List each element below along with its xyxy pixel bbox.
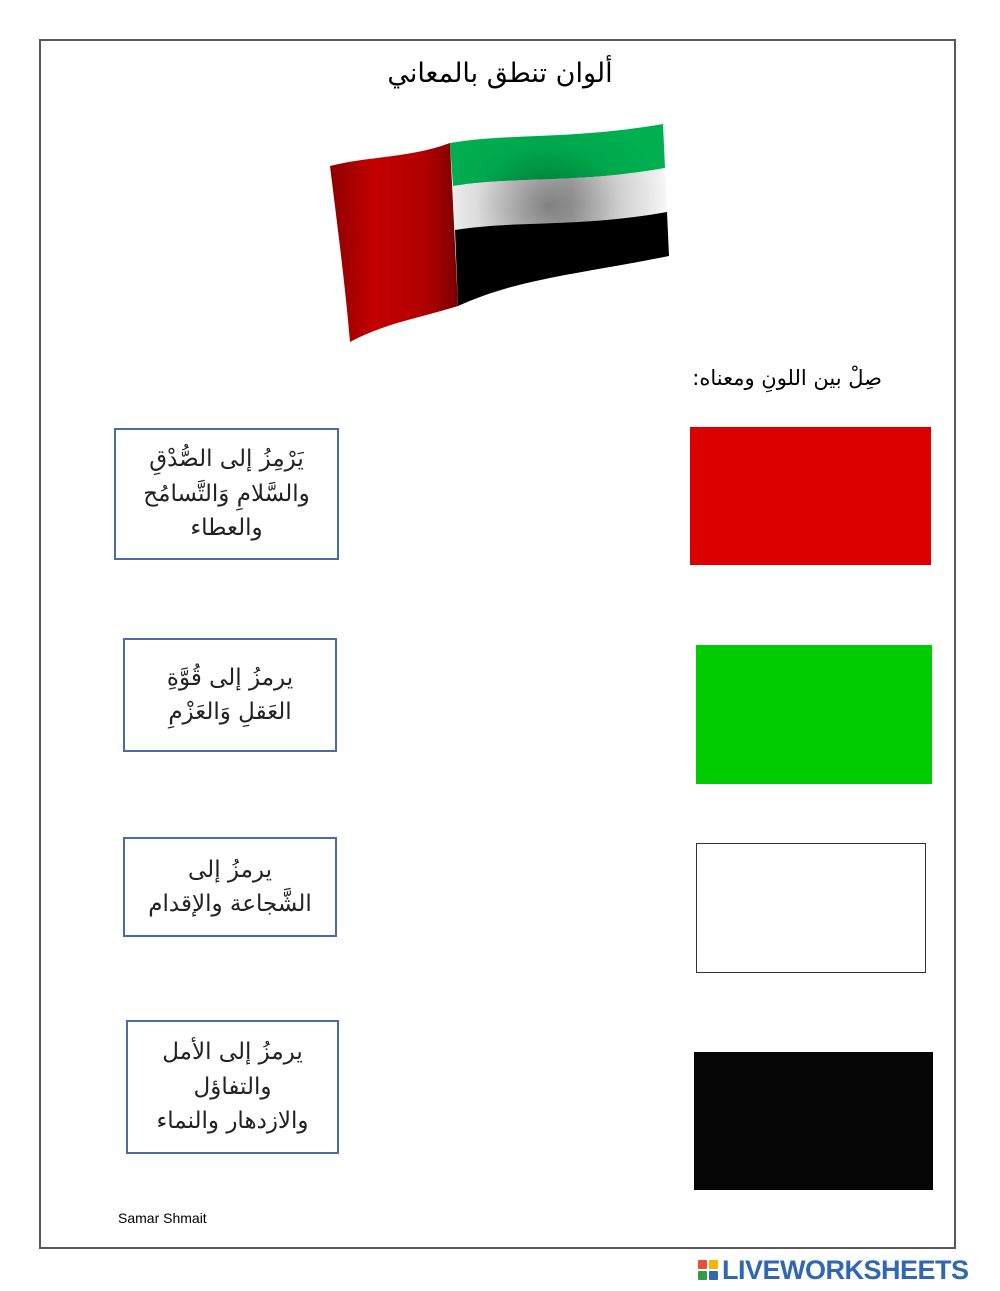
swatch-black[interactable] <box>694 1052 933 1190</box>
meaning-line: يَرْمِزُ إلى الصُّدْقِ <box>149 446 304 473</box>
swatch-white[interactable] <box>696 843 926 973</box>
meaning-line: والازدهار والنماء <box>156 1108 309 1135</box>
meaning-box-hope[interactable] <box>126 1020 339 1154</box>
swatch-red[interactable] <box>690 427 931 565</box>
meaning-line: والعطاء <box>190 515 263 542</box>
worksheet-title: ألوان تنطق بالمعاني <box>387 58 613 89</box>
liveworksheets-brand[interactable] <box>698 1255 969 1285</box>
meaning-line: والسَّلامِ وَالتَّسامُح <box>143 480 310 507</box>
brand-name: LIVEWORKSHEETS <box>722 1254 969 1285</box>
meaning-line: الشَّجاعة والإقدام <box>148 891 312 917</box>
meaning-box-peace[interactable] <box>114 428 339 560</box>
meaning-box-strength[interactable] <box>123 638 337 752</box>
meaning-line: يرمزُ إلى <box>188 856 272 883</box>
uae-flag-image <box>325 118 675 350</box>
meaning-line: يرمزُ إلى قُوَّةِ <box>166 664 294 691</box>
matching-instruction: صِلْ بين اللونِ ومعناه: <box>692 366 882 390</box>
meaning-line: يرمزُ إلى الأمل <box>162 1039 303 1066</box>
author-credit: Samar Shmait <box>118 1210 207 1226</box>
meaning-line: العَقلِ وَالعَزْمِ <box>168 699 292 725</box>
liveworksheets-logo-icon <box>698 1260 718 1280</box>
swatch-green[interactable] <box>696 645 932 784</box>
meaning-line: والتفاؤل <box>193 1073 272 1100</box>
flag-hoist-red <box>330 143 458 342</box>
meaning-box-courage[interactable] <box>123 837 337 937</box>
